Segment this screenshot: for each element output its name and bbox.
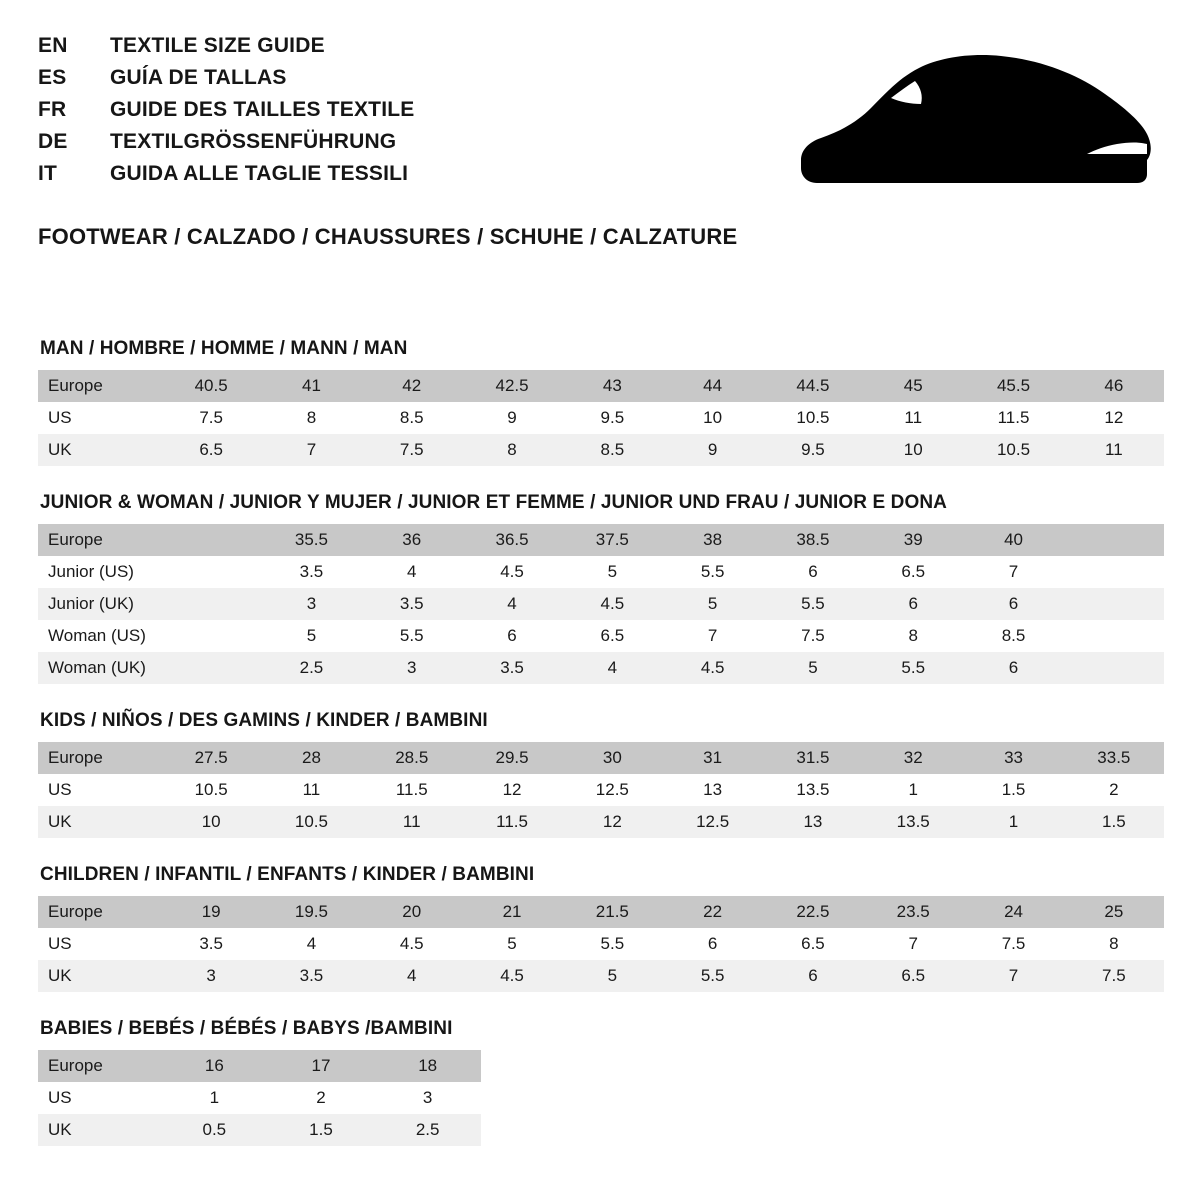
row-label: Europe [38, 896, 161, 928]
dress-shoe-icon [795, 50, 1155, 190]
cell: 32 [863, 742, 963, 774]
cell: 6.5 [763, 928, 863, 960]
row-label: UK [38, 1114, 161, 1146]
cell: 7.5 [763, 620, 863, 652]
cell: 2 [268, 1082, 375, 1114]
language-list [38, 34, 738, 194]
row-label: Junior (US) [38, 556, 161, 588]
cell: 6.5 [161, 434, 261, 466]
table-row [38, 960, 1164, 992]
cell: 6.5 [863, 556, 963, 588]
cell: 23.5 [863, 896, 963, 928]
cell: 13 [763, 806, 863, 838]
cell: 21 [462, 896, 562, 928]
cell: 4.5 [462, 556, 562, 588]
language-row [38, 162, 738, 194]
row-label: UK [38, 806, 161, 838]
cell: 7 [963, 960, 1063, 992]
cell: 12.5 [662, 806, 762, 838]
table-row [38, 370, 1164, 402]
cell: 4 [462, 588, 562, 620]
cell: 13.5 [763, 774, 863, 806]
language-row [38, 66, 738, 98]
cell: 10.5 [261, 806, 361, 838]
cell: 3.5 [462, 652, 562, 684]
cell: 5 [261, 620, 361, 652]
cell: 2.5 [374, 1114, 481, 1146]
cell: 33 [963, 742, 1063, 774]
language-code: EN [38, 34, 68, 57]
cell: 36 [362, 524, 462, 556]
section-title: BABIES / BEBÉS / BÉBÉS / BABYS /BAMBINI [40, 1018, 453, 1039]
cell: 22.5 [763, 896, 863, 928]
table-row [38, 774, 1164, 806]
table-row [38, 896, 1164, 928]
cell: 36.5 [462, 524, 562, 556]
cell: 38 [662, 524, 762, 556]
cell: 10.5 [161, 774, 261, 806]
cell: 6 [662, 928, 762, 960]
table-row [38, 806, 1164, 838]
cell: 6.5 [562, 620, 662, 652]
cell: 1 [963, 806, 1063, 838]
cell: 8 [462, 434, 562, 466]
cell: 11 [261, 774, 361, 806]
cell: 5 [763, 652, 863, 684]
cell: 22 [662, 896, 762, 928]
category-heading: FOOTWEAR / CALZADO / CHAUSSURES / SCHUHE / CALZATURE [38, 224, 738, 249]
cell: 6 [963, 588, 1063, 620]
cell: 3 [261, 588, 361, 620]
size-table-man [38, 370, 1164, 466]
cell [1064, 524, 1164, 556]
cell: 5.5 [662, 960, 762, 992]
cell: 39 [863, 524, 963, 556]
cell: 30 [562, 742, 662, 774]
cell: 31 [662, 742, 762, 774]
cell: 5 [662, 588, 762, 620]
cell: 31.5 [763, 742, 863, 774]
cell: 8.5 [362, 402, 462, 434]
cell: 7 [261, 434, 361, 466]
table-row [38, 556, 1164, 588]
table-row [38, 402, 1164, 434]
cell: 8 [261, 402, 361, 434]
size-table-children [38, 896, 1164, 992]
section-title: CHILDREN / INFANTIL / ENFANTS / KINDER / BAMBINI [40, 864, 535, 885]
cell: 11 [863, 402, 963, 434]
cell: 6 [863, 588, 963, 620]
section-children [38, 864, 1164, 992]
cell: 5.5 [362, 620, 462, 652]
cell: 1.5 [268, 1114, 375, 1146]
language-title: TEXTILE SIZE GUIDE [110, 34, 325, 57]
cell [1064, 652, 1164, 684]
language-row [38, 130, 738, 162]
cell: 5 [562, 960, 662, 992]
table-row [38, 652, 1164, 684]
cell [1064, 620, 1164, 652]
cell: 37.5 [562, 524, 662, 556]
cell: 27.5 [161, 742, 261, 774]
cell: 43 [562, 370, 662, 402]
cell: 9.5 [763, 434, 863, 466]
cell: 12 [562, 806, 662, 838]
row-label: Woman (UK) [38, 652, 161, 684]
language-title: GUIDE DES TAILLES TEXTILE [110, 98, 415, 121]
cell: 45.5 [963, 370, 1063, 402]
table-row [38, 524, 1164, 556]
cell [161, 620, 261, 652]
cell: 5 [562, 556, 662, 588]
cell: 6 [963, 652, 1063, 684]
row-label: US [38, 1082, 161, 1114]
cell: 5.5 [662, 556, 762, 588]
cell: 2.5 [261, 652, 361, 684]
cell: 46 [1064, 370, 1164, 402]
cell: 40 [963, 524, 1063, 556]
cell: 10.5 [763, 402, 863, 434]
cell: 7.5 [362, 434, 462, 466]
cell: 5 [462, 928, 562, 960]
cell: 6 [763, 960, 863, 992]
cell: 3 [161, 960, 261, 992]
cell: 25 [1064, 896, 1164, 928]
language-row [38, 98, 738, 130]
cell: 4 [362, 960, 462, 992]
language-title: GUIDA ALLE TAGLIE TESSILI [110, 162, 409, 185]
table-row [38, 1082, 481, 1114]
cell: 9.5 [562, 402, 662, 434]
cell: 45 [863, 370, 963, 402]
cell: 3.5 [161, 928, 261, 960]
cell: 11.5 [462, 806, 562, 838]
row-label: Junior (UK) [38, 588, 161, 620]
cell: 4 [562, 652, 662, 684]
table-row [38, 588, 1164, 620]
cell: 28 [261, 742, 361, 774]
cell: 6 [763, 556, 863, 588]
section-kids [38, 710, 1164, 838]
cell [161, 652, 261, 684]
cell: 11.5 [362, 774, 462, 806]
cell: 1 [863, 774, 963, 806]
language-code: ES [38, 66, 67, 89]
cell: 8 [1064, 928, 1164, 960]
cell: 44.5 [763, 370, 863, 402]
cell: 11 [1064, 434, 1164, 466]
row-label: Europe [38, 370, 161, 402]
cell: 3.5 [261, 960, 361, 992]
cell: 7 [662, 620, 762, 652]
table-row [38, 1114, 481, 1146]
cell: 13 [662, 774, 762, 806]
cell: 11 [362, 806, 462, 838]
cell: 12 [1064, 402, 1164, 434]
cell: 5.5 [562, 928, 662, 960]
cell: 3.5 [261, 556, 361, 588]
cell: 3 [374, 1082, 481, 1114]
cell: 1.5 [963, 774, 1063, 806]
cell: 33.5 [1064, 742, 1164, 774]
cell: 4.5 [362, 928, 462, 960]
cell: 6 [462, 620, 562, 652]
language-code: FR [38, 98, 67, 121]
section-babies [38, 1018, 1164, 1146]
cell: 18 [374, 1050, 481, 1082]
cell [161, 588, 261, 620]
cell: 1.5 [1064, 806, 1164, 838]
cell: 3 [362, 652, 462, 684]
cell: 1 [161, 1082, 268, 1114]
cell: 21.5 [562, 896, 662, 928]
cell: 9 [662, 434, 762, 466]
cell: 12 [462, 774, 562, 806]
cell: 40.5 [161, 370, 261, 402]
cell: 4 [261, 928, 361, 960]
row-label: UK [38, 434, 161, 466]
cell [1064, 556, 1164, 588]
cell: 42 [362, 370, 462, 402]
cell: 10.5 [963, 434, 1063, 466]
cell: 2 [1064, 774, 1164, 806]
language-code: DE [38, 130, 68, 153]
cell: 10 [662, 402, 762, 434]
cell: 7 [963, 556, 1063, 588]
section-junior-woman [38, 492, 1164, 684]
cell: 4.5 [662, 652, 762, 684]
cell: 7 [863, 928, 963, 960]
cell: 4 [362, 556, 462, 588]
row-label: US [38, 774, 161, 806]
cell: 13.5 [863, 806, 963, 838]
section-title: JUNIOR & WOMAN / JUNIOR Y MUJER / JUNIOR ET FEMME / JUNIOR UND FRAU / JUNIOR E DONA [40, 492, 948, 513]
cell: 41 [261, 370, 361, 402]
cell: 6.5 [863, 960, 963, 992]
table-row [38, 928, 1164, 960]
cell: 38.5 [763, 524, 863, 556]
cell [1064, 588, 1164, 620]
cell: 19.5 [261, 896, 361, 928]
cell: 11.5 [963, 402, 1063, 434]
size-table-junior-woman [38, 524, 1164, 684]
cell: 9 [462, 402, 562, 434]
cell: 35.5 [261, 524, 361, 556]
cell: 44 [662, 370, 762, 402]
cell: 7.5 [1064, 960, 1164, 992]
cell: 10 [863, 434, 963, 466]
row-label: Europe [38, 742, 161, 774]
cell: 4.5 [562, 588, 662, 620]
cell [161, 524, 261, 556]
cell: 24 [963, 896, 1063, 928]
cell: 42.5 [462, 370, 562, 402]
row-label: Europe [38, 1050, 161, 1082]
section-title: KIDS / NIÑOS / DES GAMINS / KINDER / BAMBINI [40, 710, 488, 731]
cell: 0.5 [161, 1114, 268, 1146]
cell: 5.5 [763, 588, 863, 620]
cell: 4.5 [462, 960, 562, 992]
section-man [38, 338, 1164, 466]
size-tables [38, 338, 1164, 1172]
row-label: UK [38, 960, 161, 992]
cell: 8 [863, 620, 963, 652]
cell: 20 [362, 896, 462, 928]
cell: 19 [161, 896, 261, 928]
cell [161, 556, 261, 588]
language-title: GUÍA DE TALLAS [110, 66, 287, 89]
row-label: US [38, 402, 161, 434]
table-row [38, 742, 1164, 774]
size-table-babies [38, 1050, 481, 1146]
cell: 7.5 [161, 402, 261, 434]
cell: 5.5 [863, 652, 963, 684]
row-label: Woman (US) [38, 620, 161, 652]
cell: 3.5 [362, 588, 462, 620]
table-row [38, 434, 1164, 466]
language-title: TEXTILGRÖSSENFÜHRUNG [110, 130, 397, 153]
row-label: Europe [38, 524, 161, 556]
cell: 10 [161, 806, 261, 838]
cell: 7.5 [963, 928, 1063, 960]
cell: 12.5 [562, 774, 662, 806]
table-row [38, 1050, 481, 1082]
language-row [38, 34, 738, 66]
cell: 8.5 [963, 620, 1063, 652]
cell: 29.5 [462, 742, 562, 774]
cell: 8.5 [562, 434, 662, 466]
section-title: MAN / HOMBRE / HOMME / MANN / MAN [40, 338, 408, 359]
row-label: US [38, 928, 161, 960]
size-table-kids [38, 742, 1164, 838]
language-code: IT [38, 162, 58, 185]
table-row [38, 620, 1164, 652]
cell: 28.5 [362, 742, 462, 774]
cell: 17 [268, 1050, 375, 1082]
cell: 16 [161, 1050, 268, 1082]
